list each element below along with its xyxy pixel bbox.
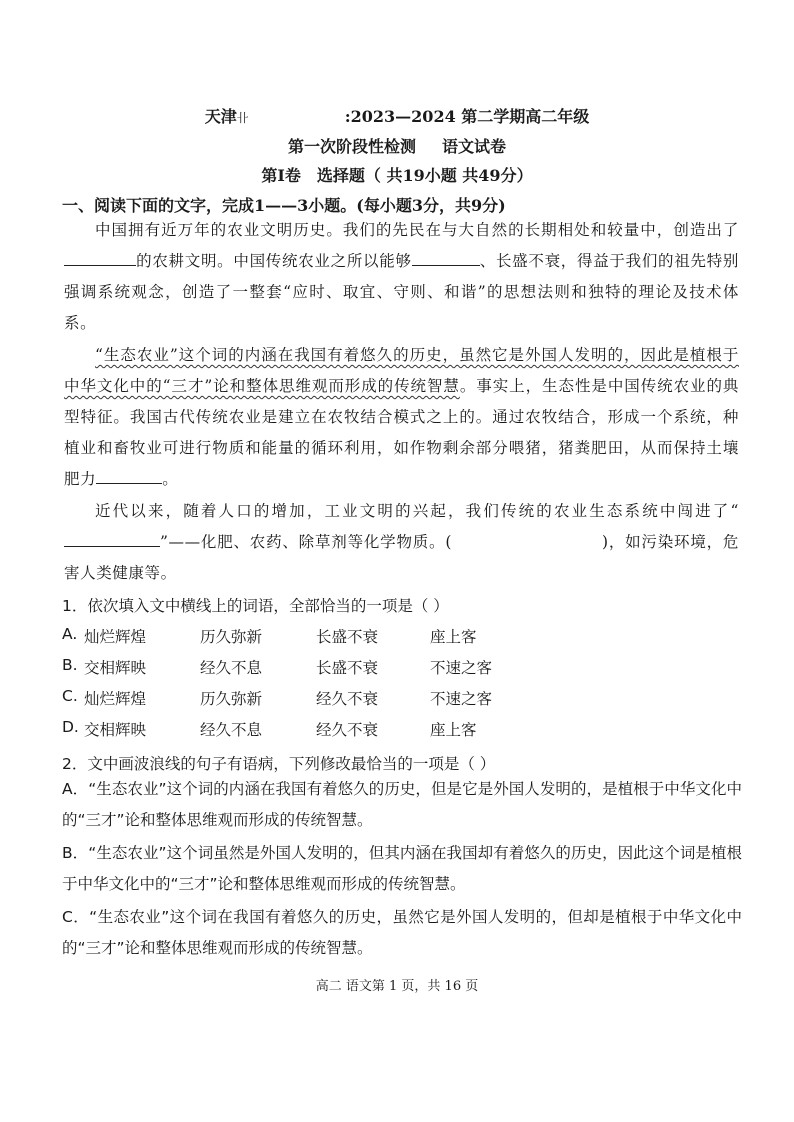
passage-text: 中国拥有近万年的农业文明历史。我们的先民在与大自然的长期相处和较量中，创造出了 [95,221,739,239]
fill-blank-4 [64,532,160,547]
header-city: 天津 [204,107,237,126]
option-word: 历久弥新 [200,628,263,646]
question-1-stem: 1．依次填入文中横线上的词语，全部恰当的一项是（ ） [62,597,449,615]
question-2-option-a: A．“生态农业”这个词的内涵在我国有着悠久的历史，但是它是外国人发明的，是植根于中华文化中的“三才”论和整体思维观而形成的传统智慧。 [62,780,742,829]
option-word: 灿烂辉煌 [84,690,147,708]
option-word: 座上客 [430,628,477,646]
fill-blank-2 [412,251,480,266]
option-word: 座上客 [430,721,477,739]
question-2-option-b: B．“生态农业”这个词虽然是外国人发明的，但其内涵在我国却有着悠久的历史，因此这个词是植根于中华文化中的“三才”论和整体思维观而形成的传统智慧。 [62,844,742,893]
question-2-option-c: C．“生态农业”这个词在我国有着悠久的历史，虽然它是外国人发明的，但却是植根于中华文化中的“三才”论和整体思维观而形成的传统智慧。 [62,908,742,957]
option-word: 交相辉映 [84,659,147,677]
option-word: 长盛不衰 [316,628,379,646]
option-letter: B. [62,656,78,674]
option-letter: C. [62,687,78,705]
option-word: 不速之客 [430,690,493,708]
exam-header-line2 [0,134,794,157]
option-word: 长盛不衰 [316,659,379,677]
passage-text: 、长盛不衰，得益于我们的祖先特别强调系统观念，创造了一整套“应时、取宜、守则、和谐”的思想法则和独特的理论及技术体系。 [64,252,739,332]
question-2-stem: 2．文中画波浪线的句子有语病，下列修改最恰当的一项是（ ） [62,755,496,773]
option-word: 交相辉映 [84,721,147,739]
passage-paragraph-1 [64,215,739,339]
option-word: 经久不息 [200,659,263,677]
part-title: 第Ⅰ卷 选择题（ 共19小题 共49分） [261,166,533,185]
passage-text: 。事实上，生态性是中国传统农业的典型特征。我国古代传统农业是建立在农牧结合模式之上的。通过农牧结合，形成一个系统，种植业和畜牧业可进行物质和能量的循环利用，如作物剩余部分喂猪，猪粪肥田，从而保持土壤肥力 [64,377,739,488]
header-exam-name: 第一次阶段性检测 [287,137,416,156]
passage-paragraph-2 [64,340,739,495]
option-word: 不速之客 [430,659,493,677]
option-word: 历久弥新 [200,690,263,708]
passage-text: ”——化肥、农药、除草剂等化学物质。( [160,533,452,551]
page-footer: 高二 语文第 1 页，共 16 页 [315,979,479,994]
option-word: 经久不息 [200,721,263,739]
option-word: 经久不衰 [316,721,379,739]
option-word: 灿烂辉煌 [84,628,147,646]
wavy-underlined-sentence: “生态农业”这个词的内涵在我国有着悠久的历史，虽然它是外国人发明的，因此是植根于中华文化中的“三才”论和整体思维观而形成的传统智慧 [64,346,739,395]
option-letter: A. [62,625,78,643]
exam-header-line1 [0,104,794,127]
option-word: 经久不衰 [316,690,379,708]
passage-text: 近代以来，随着人口的增加，工业文明的兴起，我们传统的农业生态系统中闯进了“ [95,502,739,520]
fill-blank-1 [64,251,136,266]
passage-text: 。 [162,470,179,488]
header-garbled-char: 卝 [236,111,249,125]
passage-text: )，如污染环境，危害人类健康等。 [64,533,740,582]
passage-paragraph-3 [64,496,739,589]
fill-blank-3 [96,469,162,484]
header-subject: 语文试卷 [442,137,507,156]
section-title: 一、阅读下面的文字，完成1——3小题。(每小题3分，共9分) [62,196,506,215]
option-letter: D. [62,718,79,736]
header-term: :2023—2024 第二学期高二年级 [344,107,590,126]
passage-text: 的农耕文明。中国传统农业之所以能够 [136,252,412,270]
